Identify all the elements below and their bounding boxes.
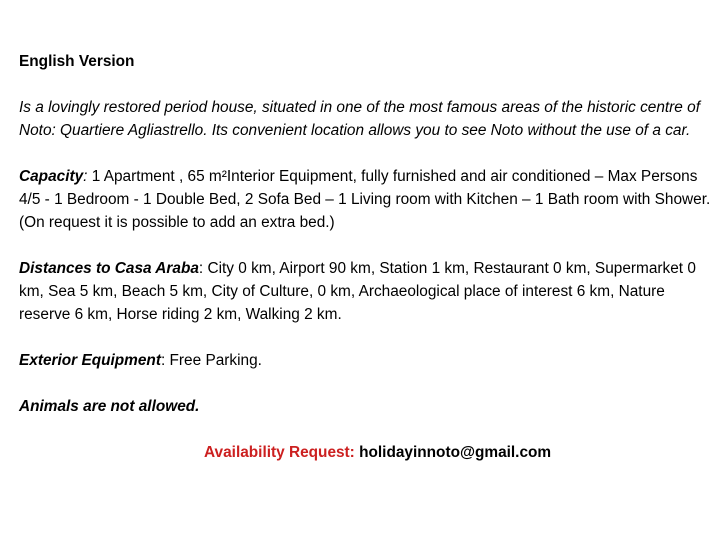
capacity-text: 1 Apartment , 65 m²Interior Equipment, fully furnished and air conditioned – Max Persons 4/5 - 1 Bedroom - 1 Double Bed, 2 Sofa Bed – 1 Living room with Kitchen – 1 Bath room with Shower. (On request it is possible to add an extra bed.) — [19, 168, 711, 231]
distances-text: : City 0 km, Airport 90 km, Station 1 km, Restaurant 0 km, Supermarket 0 km, Sea 5 km, Beach 5 km, City of Culture, 0 km, Archaeological place of interest 6 km, Nature reserve 6 km, Horse riding 2 km, Walking 2 km. — [19, 260, 696, 323]
exterior-label: Exterior Equipment — [19, 352, 161, 369]
capacity-paragraph — [19, 165, 719, 234]
spacer — [19, 73, 719, 96]
distances-paragraph — [19, 257, 719, 326]
capacity-colon: : — [83, 168, 88, 185]
spacer — [19, 142, 719, 165]
exterior-paragraph — [19, 349, 719, 372]
animals-notice: Animals are not allowed. — [19, 398, 200, 415]
spacer — [19, 418, 719, 441]
distances-label: Distances to Casa Araba — [19, 260, 199, 277]
availability-line — [19, 441, 719, 464]
exterior-text: : Free Parking. — [160, 352, 262, 369]
intro-paragraph: Is a lovingly restored period house, situated in one of the most famous areas of the historic centre of Noto: Quartiere Agliastrello. Its convenient location allows you to see Noto without the use of a car. — [19, 99, 700, 139]
availability-label: Availability Request: — [204, 444, 355, 461]
spacer — [19, 326, 719, 349]
document-body — [19, 50, 719, 464]
availability-email[interactable]: holidayinnoto@gmail.com — [359, 444, 552, 461]
spacer — [19, 234, 719, 257]
spacer — [19, 372, 719, 395]
capacity-label: Capacity — [19, 168, 84, 185]
document-heading: English Version — [19, 53, 135, 70]
